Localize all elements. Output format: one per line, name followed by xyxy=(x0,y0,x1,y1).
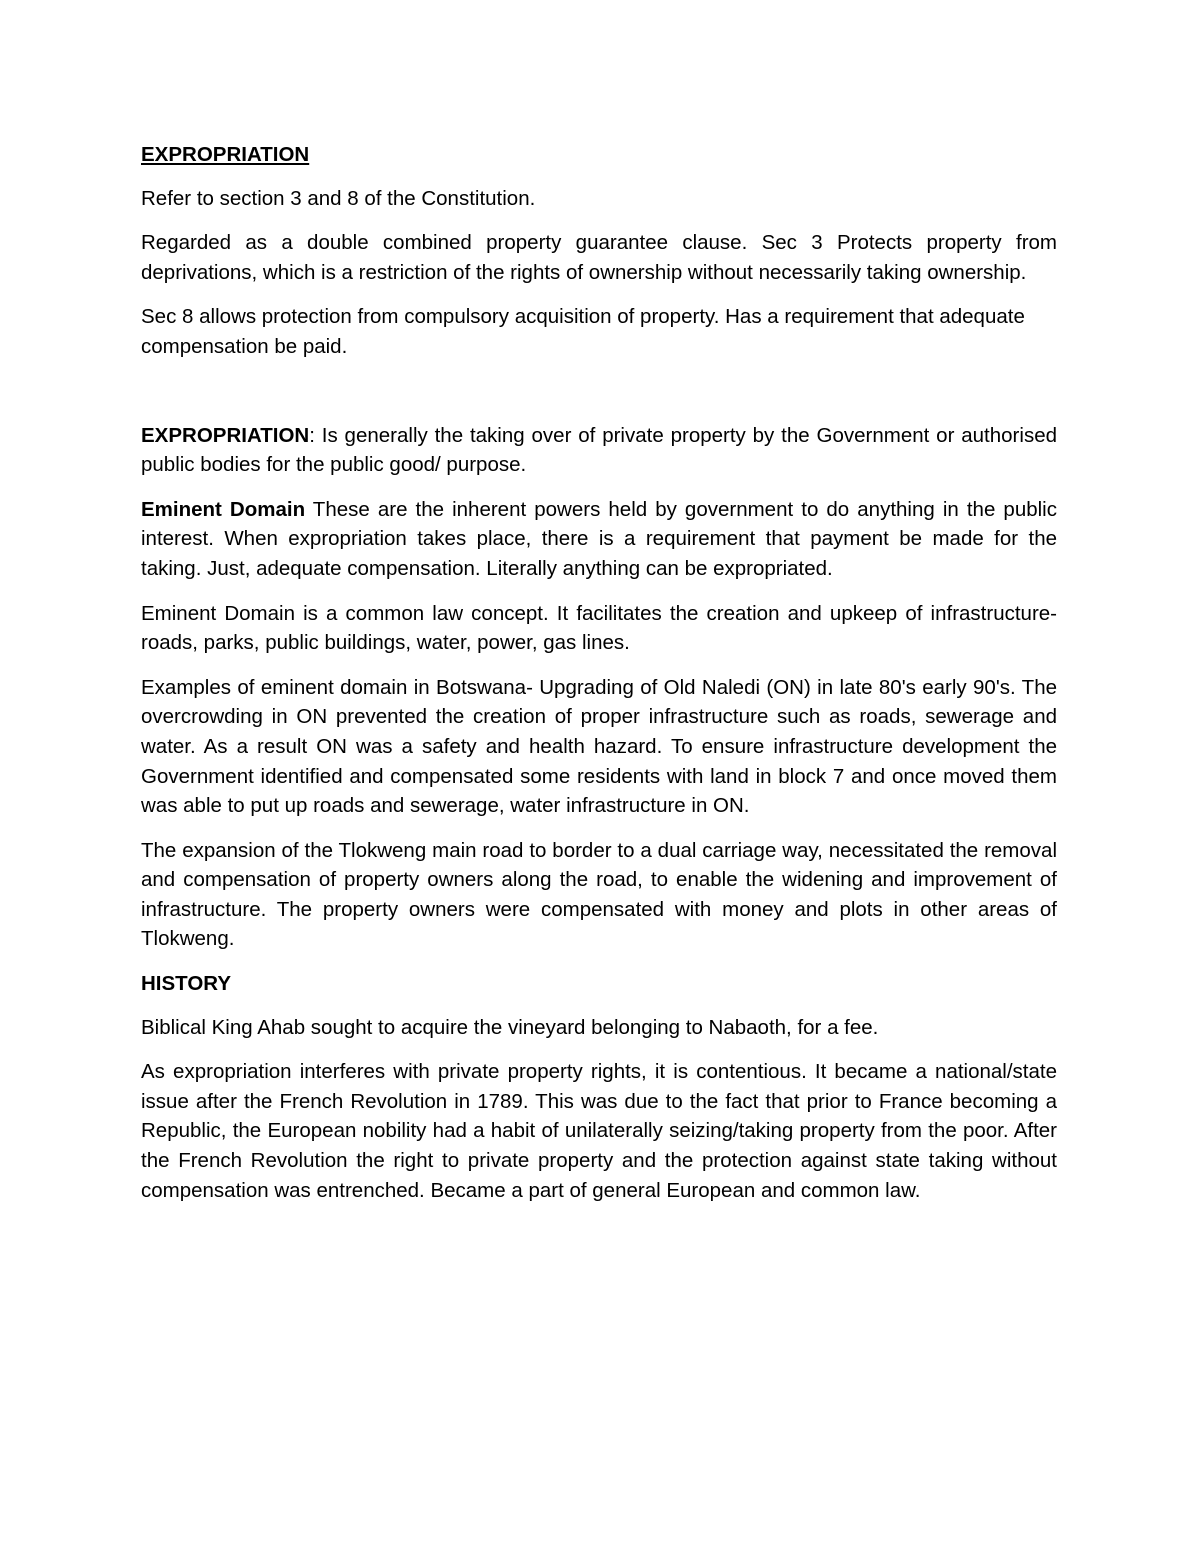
section-8-paragraph: Sec 8 allows protection from compulsory acquisition of property. Has a requirement that adequate compensation be paid. xyxy=(141,305,1025,358)
expropriation-definition-paragraph xyxy=(141,421,1057,480)
spacer xyxy=(141,377,1057,421)
expropriation-heading: EXPROPRIATION xyxy=(141,143,310,166)
french-revolution-paragraph: As expropriation interferes with private property rights, it is contentious. It became a national/state issue after the French Revolution in 1789. This was due to the fact that prior to France becoming a Republic, the European nobility had a habit of unilaterally seizing/taking property from the poor. After the French Revolution the right to private property and the protection against state taking without compensation was entrenched. Became a part of general European and common law. xyxy=(141,1060,1057,1202)
tlokweng-road-paragraph: The expansion of the Tlokweng main road to border to a dual carriage way, necessitated the removal and compensation of property owners along the road, to enable the widening and improvement of infrastructure. The property owners were compensated with money and plots in other areas of Tlokweng. xyxy=(141,838,1057,951)
king-ahab-paragraph: Biblical King Ahab sought to acquire the vineyard belonging to Nabaoth, for a fee. xyxy=(141,1015,879,1039)
expropriation-term: EXPROPRIATION xyxy=(141,423,310,447)
eminent-domain-text: These are the inherent powers held by government to do anything in the public interest. When expropriation takes place, there is a requirement that payment be made for the taking. Just, adequate compensation. Literally anything can be expropriated. xyxy=(141,497,1057,580)
expropriation-definition-text: : Is generally the taking over of private property by the Government or authorised public bodies for the public good/ purpose. xyxy=(141,423,1057,477)
eminent-domain-paragraph xyxy=(141,495,1057,584)
eminent-domain-term: Eminent Domain xyxy=(141,497,306,521)
constitution-reference-paragraph: Refer to section 3 and 8 of the Constitution. xyxy=(141,186,536,210)
history-heading: HISTORY xyxy=(141,972,231,996)
common-law-paragraph: Eminent Domain is a common law concept. It facilitates the creation and upkeep of infrastructure- roads, parks, public buildings, water, power, gas lines. xyxy=(141,601,1057,655)
botswana-examples-paragraph: Examples of eminent domain in Botswana- Upgrading of Old Naledi (ON) in late 80's early 90's. The overcrowding in ON prevented the creation of proper infrastructure such as roads, sewerage and water. As a result ON was a safety and health hazard. To ensure infrastructure development the Government identified and compensated some residents with land in block 7 and once moved them was able to put up roads and sewerage, water infrastructure in ON. xyxy=(141,675,1057,818)
document-page xyxy=(141,140,1057,1220)
double-guarantee-paragraph: Regarded as a double combined property guarantee clause. Sec 3 Protects property from deprivations, which is a restriction of the rights of ownership without necessarily taking ownership. xyxy=(141,231,1057,284)
